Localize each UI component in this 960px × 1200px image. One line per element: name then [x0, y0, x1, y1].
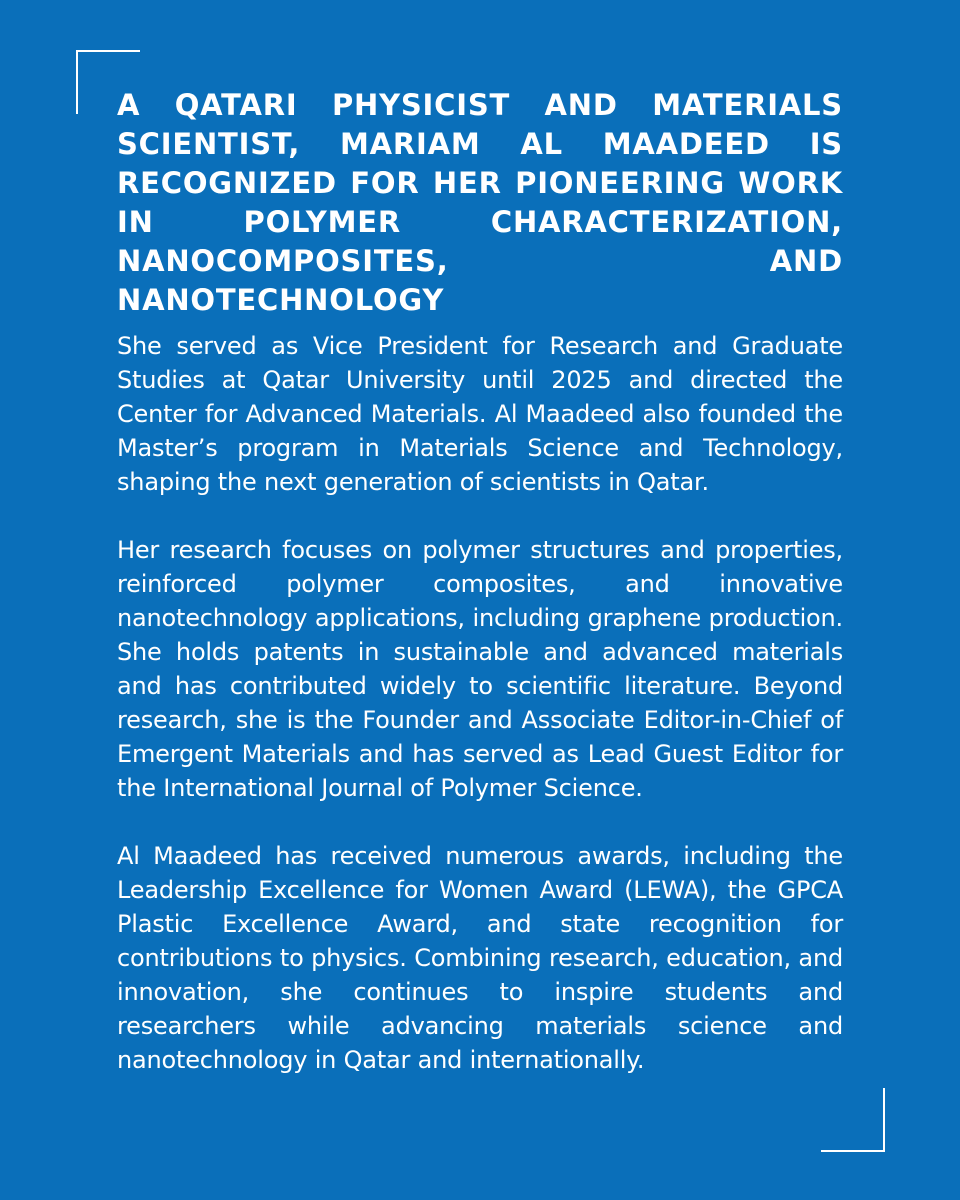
body-paragraph-2: Her research focuses on polymer structures and properties, reinforced polymer composites, and innovative nanotechnology applications, including graphene production. She holds patents in sustainable and advanced materials and has contributed widely to scientific literature. Beyond research, she is the Founder and Associate Editor-in-Chief of Emergent Materials and has served as Lead Guest Editor for the International Journal of Polymer Science. — [117, 536, 843, 802]
article-content — [117, 86, 843, 1077]
frame-corner-bottom-right — [821, 1088, 885, 1152]
body-paragraph-1: She served as Vice President for Research and Graduate Studies at Qatar University until 2025 and directed the Center for Advanced Materials. Al Maadeed also founded the Master’s program in Materials Science and Technology, shaping the next generation of scientists in Qatar. — [117, 332, 843, 496]
headline: A QATARI PHYSICIST AND MATERIALS SCIENTIST, MARIAM AL MAADEED IS RECOGNIZED FOR HER PIONEERING WORK IN POLYMER CHARACTERIZATION, NANOCOMPOSITES, AND NANOTECHNOLOGY — [117, 88, 843, 317]
body-paragraph-3: Al Maadeed has received numerous awards, including the Leadership Excellence for Women Award (LEWA), the GPCA Plastic Excellence Award, and state recognition for contributions to physics. Combining research, education, and innovation, she continues to inspire students and researchers while advancing materials science and nanotechnology in Qatar and internationally. — [117, 842, 843, 1074]
